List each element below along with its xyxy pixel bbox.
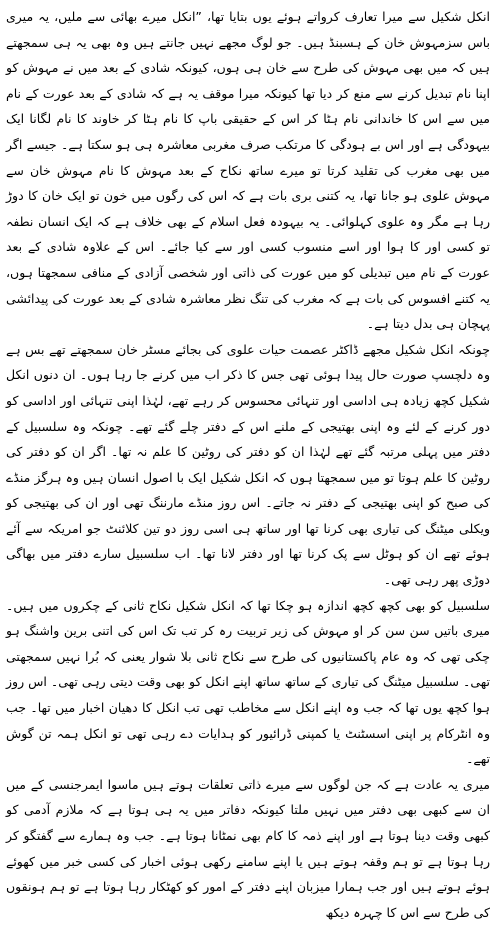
- paragraph: سلسبیل کو بھی کچھ کچھ اندازہ ہو چکا تھا کہ انکل شکیل نکاح ثانی کے چکروں میں ہیں۔ میری باتیں سن سن کر او مہوش کی زیر تربیت رہ کر تب تک اس کی اتنی برین واشنگ ہو چکی تھی کہ وہ عام پاکستانیوں کی طرح سے نکاح ثانی بلا شوار یعنی کہ بُرا نہیں سمجھتی تھی۔ سلسبیل میٹنگ کی تیاری کے ساتھ ساتھ اپنے انکل کو بھی وقت دیتی رہی تھی۔ اس روز ہوا کچھ یوں تھا کہ جب وہ اپنے انکل سے مخاطب تھی تب انکل کا دھیان اخبار میں تھا۔ جب وہ انٹرکام پر اپنی اسسٹنٹ یا کمپنی ڈرائیور کو ہدایات دے رہی تھی تو انکل ہمہ تن گوش تھے۔: [6, 597, 490, 767]
- paragraph: انکل شکیل سے میرا تعارف کرواتے ہوئے یوں بتایا تھا، ”انکل میرے بھائی سے ملیں، یہ میری باس سزمہوش خان کے ہسبنڈ ہیں۔ جو لوگ مجھے نہیں جانتے ہیں وہ بھی یہ ہی سمجھتے ہیں کہ میں بھی مہوش کی طرح سے خان ہی ہوں، کیونکہ شادی کے بعد میں نے مہوش کو اپنا نام تبدیل کرنے سے منع کر دیا تھا کیونکہ میرا موقف یہ ہے کہ شادی کے بعد عورت کے نام میں سے اس کا خاندانی نام ہٹا کر اس کے حقیقی باپ کا نام ہٹا کر خاوند کا نام لگانا ایک بیہودگی ہے اور اس بے ہودگی کا مرتکب صرف مغربی معاشرہ ہی ہو سکتا ہے۔ جیسے اگر میں بھی مغرب کی تقلید کرتا تو میرے ساتھ نکاح کے بعد مہوش کا نام مہوش خان سے مہوش علوی ہو جانا تھا، یہ کتنی بری بات ہے کہ اس کی رگوں میں خون تو ایک خان کا دوڑ رہا ہے مگر وہ علوی کہلوائی۔ یہ بیہودہ فعل اسلام کے بھی خلاف ہے کہ ایک انسان نطفہ تو کسی اور کا ہوا اور اسے منسوب کسی اور سے کیا جائے۔ اس کے علاوہ شادی کے بعد عورت کے نام میں تبدیلی کو میں عورت کی ذاتی اور شخصی آزادی کے منافی سمجھتا ہوں، یہ کتنے افسوس کی بات ہے کہ مغرب کی تنگ نظر معاشرہ شادی کے بعد عورت کی پیدائشی پہچان ہی بدل دیتا ہے۔: [6, 9, 490, 332]
- paragraph: میری یہ عادت ہے کہ جن لوگوں سے میرے ذاتی تعلقات ہوتے ہیں ماسوا ایمرجنسی کے میں ان سے کبھی بھی دفتر میں نہیں ملتا کیونکہ دفاتر میں یہ ہی ہوتا ہے کہ ملازم آدمی کو کبھی وقت دینا ہوتا ہے اور اپنے ذمہ کا کام بھی نمٹانا ہوتا ہے۔ جب وہ ہمارے سے گفتگو کر رہا ہوتا ہے تو ہم وقفہ ہوتے ہیں یا اپنے سامنے رکھی ہوئی اخبار کی کسی خبر میں کھوئے ہوئے ہوتے ہیں اور جب ہمارا میزبان اپنے دفتر کے امور کو کھٹکار رہا ہوتا ہے تو ہم ہونقوں کی طرح سے اس کا چہرہ دیکھ: [6, 776, 490, 920]
- paragraph: چونکہ انکل شکیل مجھے ڈاکٹر عصمت حیات علوی کی بجائے مسٹر خان سمجھتے تھے بس ہے وہ دلچسپ صورت حال پیدا ہوئی تھی جس کا ذکر اب میں کرنے جا رہا ہوں۔ ان دنوں انکل شکیل کچھ زیادہ ہی اداسی اور تنہائی محسوس کر رہے تھے، لہٰذا اپنی تنہائی اور اداسی کو دور کرنے کے لئے وہ اپنی بھتیجی کے ملنے اس کے دفتر چلے گئے تھے۔ چونکہ وہ سلسبیل کے دفتر میں پہلی مرتبہ گئے تھے لہٰذا ان کو دفتر کی روٹین کا علم نہ تھا۔ اگر ان کو دفتر کی روٹین کا علم ہوتا تو میں سمجھتا ہوں کہ انکل شکیل ایک با اصول انسان ہیں وہ ہرگز منڈے کی صبح کو اپنی بھتیجی کے دفتر نہ جاتے۔ اس روز منڈے مارننگ تھی اور ان کی بھتیجی کو ویکلی میٹنگ کی تیاری بھی کرنا تھا اور ساتھ ہی اسی روز دو تین کلائنٹ جو امریکہ سے آئے ہوئے تھے ان کو ہوٹل سے پک کرنا تھا اور دفتر لانا تھا۔ اب سلسبیل سارے دفتر میں بھاگی دوڑی پھر رہی تھی۔: [6, 341, 490, 588]
